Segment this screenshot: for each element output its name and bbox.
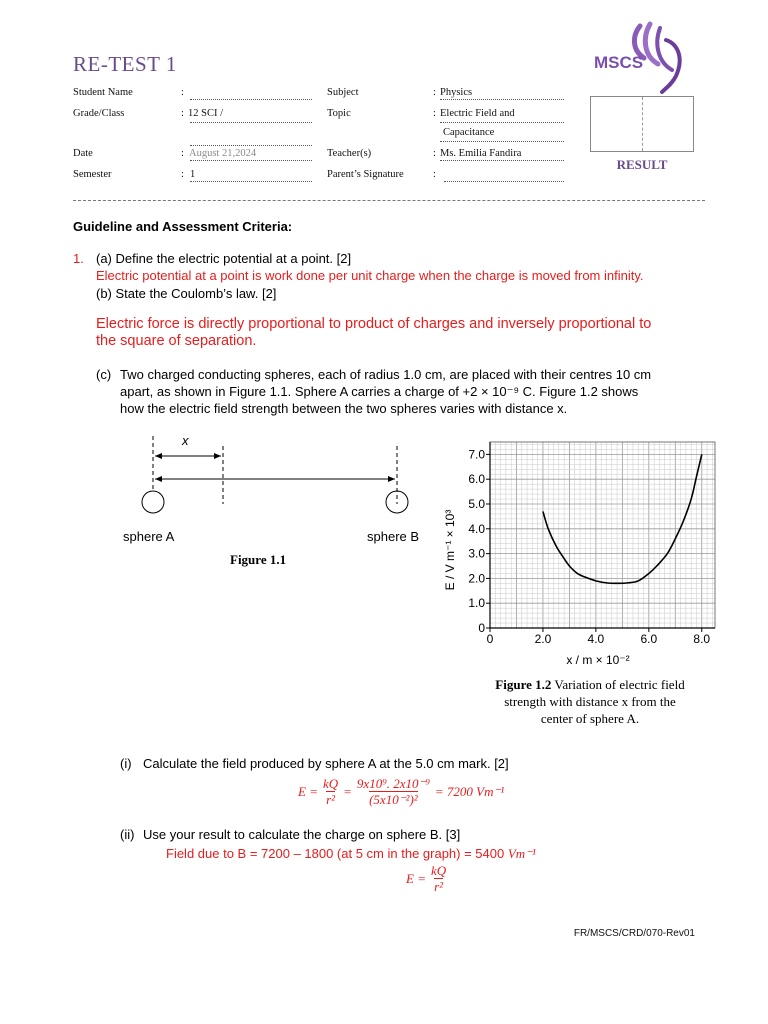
x-arrow-head-left [155,453,162,459]
teacher-value: Ms. Emilia Fandira [440,148,522,159]
footer-code: FR/MSCS/CRD/070-Rev01 [573,928,695,939]
sphere-a [142,491,164,513]
question-1a: (a) Define the electric potential at a point. [2] [96,251,352,266]
parent-signature-label: Parent’s Signature [327,169,404,180]
parent-signature-line [444,181,564,182]
question-1c-label: (c) [96,367,112,382]
grade-label: Grade/Class [73,108,125,119]
equation-i-fraction1 [323,777,338,807]
result-label: RESULT [616,157,668,172]
equation-i-result: = 7200 Vm⁻¹ [434,784,505,799]
figure-1-2-caption-text1: Variation of electric field [554,677,685,692]
semester-line [190,181,312,182]
semester-value: 1 [190,169,196,180]
equation-i-frac1-den: r² [326,792,336,807]
equation-i-lhs: E = [298,784,318,799]
y-tick-label: 4.0 [468,521,485,536]
field-strength-chart [436,432,726,672]
grade-value: 12 SCI / [188,108,224,119]
colon: : [433,87,436,98]
y-tick-label: 6.0 [468,472,485,487]
grade-line [190,122,312,123]
chart-ticks [468,447,710,646]
topic-label: Topic [327,108,351,119]
logo-mark [592,18,702,98]
colon: : [181,87,184,98]
answer-1b-line1: Electric force is directly proportional to product of charges and inversely proportional to [96,316,652,332]
student-name-label: Student Name [73,87,133,98]
equation-i-equals: = [343,784,352,799]
equation-i-fraction2 [357,777,430,807]
question-1b: (b) State the Coulomb’s law. [2] [96,286,277,301]
y-tick-label: 7.0 [468,447,485,462]
equation-i-frac1-num: kQ [322,776,339,791]
page-title: RE-TEST 1 [73,52,177,76]
colon: : [433,169,436,180]
figure-1-2-caption-line3: center of sphere A. [540,711,640,726]
plot-frame [490,442,715,628]
answer-1a: Electric potential at a point is work done per unit charge when the charge is moved from infinity. [96,268,644,283]
equation-ii-den: r² [434,879,444,894]
figure-1-2-caption-line1 [460,676,720,693]
x-tick-label: 0 [486,632,494,646]
figure-1-1 [110,430,430,580]
figure-1-1-caption: Figure 1.1 [230,552,287,567]
figure-1-2-caption-line2: strength with distance x from the [504,694,676,709]
equation-i-frac2-num: 9x10⁹. 2x10⁻⁹ [356,776,430,791]
question-1c-line1: Two charged conducting spheres, each of radius 1.0 cm, are placed with their centres 10 cm [120,367,652,382]
teacher-label: Teacher(s) [327,148,372,159]
answer-ii [166,846,536,862]
chart-axes [490,442,715,628]
x-arrow-head-right [214,453,221,459]
sphere-b-label: sphere B [367,529,420,544]
teacher-line [440,160,564,161]
question-1c-line2: apart, as shown in Figure 1.1. Sphere A carries a charge of +2 × 10⁻⁹ C. Figure 1.2 shows [120,384,639,399]
result-box-divider [642,97,643,151]
y-tick-label: 5.0 [468,497,485,511]
figure-1-2-caption [460,676,720,727]
figure-1-1-x-label: x [182,433,189,448]
answer-ii-unit: Vm⁻¹ [507,846,536,861]
answer-ii-text: Field due to B = 7200 – 1800 (at 5 cm in the graph) = 5400 [166,846,505,861]
y-tick-label: 3.0 [468,546,485,561]
colon: : [181,108,184,119]
question-number: 1. [73,251,84,266]
y-tick-label: 1.0 [468,596,485,611]
student-name-line [190,99,312,100]
date-line [190,160,312,161]
equation-i-frac2-den: (5x10⁻²)² [369,792,418,807]
colon: : [181,148,184,159]
subject-label: Subject [327,87,359,98]
colon: : [433,108,436,119]
x-tick-label: 2.0 [534,632,552,646]
logo-text: MSCS [594,53,644,72]
question-1c-line3: how the electric field strength between the two spheres varies with distance x. [120,401,568,416]
topic-line [440,122,564,123]
sphere-a-label: sphere A [123,529,175,544]
header-separator [73,200,705,201]
y-tick-label: 2.0 [468,571,485,586]
chart-y-label: E / V m⁻¹ × 10³ [443,509,457,591]
grade-line-2 [190,145,312,146]
equation-i [298,774,504,810]
figure-1-2-caption-bold: Figure 1.2 [495,677,552,692]
subject-line [440,99,564,100]
colon: : [433,148,436,159]
chart-x-label: x / m × 10⁻² [566,653,630,667]
chart-grid [490,442,715,628]
separation-arrow-head-right [388,476,395,482]
x-tick-label: 8.0 [693,632,711,646]
topic-value-line1: Electric Field and [440,108,515,119]
figure-1-1-diagram [110,430,430,580]
figure-1-2 [436,432,726,672]
y-tick-label: 0 [478,621,485,635]
guideline-heading: Guideline and Assessment Criteria: [73,219,293,234]
equation-ii [406,862,446,896]
topic-line-2 [440,141,564,142]
equation-ii-fraction [431,864,446,894]
question-ii-text: Use your result to calculate the charge on sphere B. [3] [143,827,461,842]
subject-value: Physics [440,87,473,98]
date-label: Date [73,148,93,159]
date-value: August 21,2024 [189,148,257,159]
equation-ii-lhs: E = [406,871,426,886]
question-i-text: Calculate the field produced by sphere A at the 5.0 cm mark. [2] [143,756,509,771]
question-ii-label: (ii) [120,827,135,842]
question-i-label: (i) [120,756,132,771]
logo [592,18,702,98]
equation-ii-num: kQ [430,863,447,878]
answer-1b-line2: the square of separation. [96,333,257,349]
colon: : [181,169,184,180]
result-box[interactable] [590,96,694,152]
separation-arrow-head-left [155,476,162,482]
x-tick-label: 4.0 [587,632,605,646]
x-tick-label: 6.0 [640,632,658,646]
semester-label: Semester [73,169,112,180]
topic-value-line2: Capacitance [443,127,495,138]
